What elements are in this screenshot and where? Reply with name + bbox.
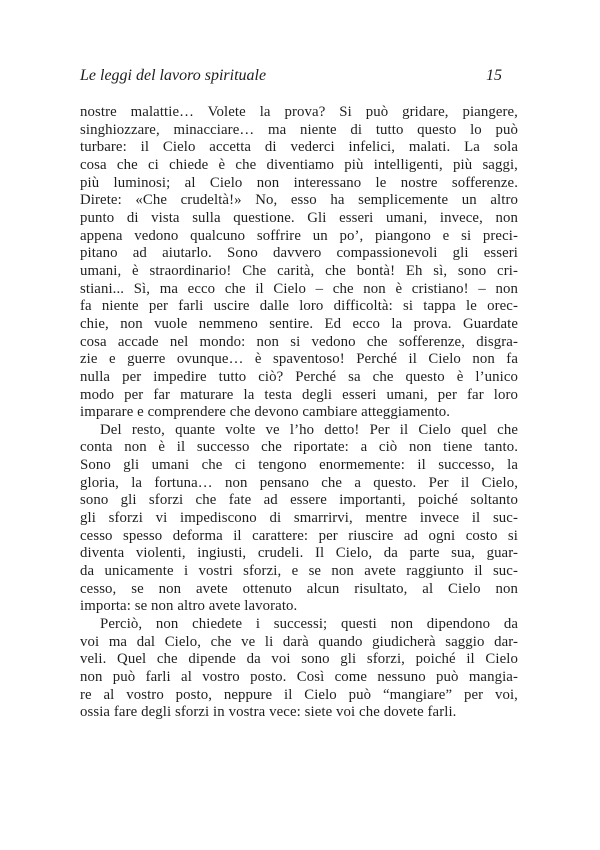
text-line: zie e guerre ovunque… è spaventoso! Perché il Cielo non fa <box>80 351 518 368</box>
text-line: cosa accade nel mondo: non si vedono che sofferenze, disgra- <box>80 333 518 350</box>
text-line: punto di vista sulla questione. Gli esseri umani, invece, non <box>80 209 518 226</box>
text-line: sono gli sforzi che fate ad essere importanti, poiché soltanto <box>80 492 518 509</box>
text-line: imparare e comprendere che devono cambiare atteggiamento. <box>80 404 451 421</box>
paragraph <box>80 616 518 722</box>
text-line: fa niente per farli uscire dalle loro difficoltà: si tappa le orec- <box>80 298 518 315</box>
text-line: nulla per impedire tutto ciò? Perché sa che questo è l’unico <box>80 368 518 385</box>
text-line: cosa che ci chiede è che diventiamo più intelligenti, più saggi, <box>80 156 518 173</box>
chapter-title: Le leggi del lavoro spirituale <box>80 67 267 84</box>
text-line: ossia fare degli sforzi in vostra vece: siete voi che dovete farli. <box>80 704 457 721</box>
text-line: più luminosi; al Cielo non interessano le nostre sofferenze. <box>80 174 518 191</box>
text-line: conta non è il successo che riportate: a ciò non tiene tanto. <box>80 439 518 456</box>
text-line: re al vostro posto, neppure il Cielo può “mangiare” per voi, <box>80 686 518 703</box>
text-line: cesso, se non avete ottenuto alcun risultato, al Cielo non <box>80 580 518 597</box>
paragraph <box>80 422 518 616</box>
text-line: umani, è straordinario! Che carità, che bontà! Eh sì, sono cri- <box>80 262 518 279</box>
text-line: chie, non vuole nemmeno sentire. Ed ecco la prova. Guardate <box>80 315 518 332</box>
text-line: singhiozzare, minacciare… ma niente di tutto questo lo può <box>80 121 518 138</box>
text-line: nostre malattie… Volete la prova? Si può gridare, piangere, <box>80 104 518 120</box>
text-line: diventa violenti, ingiusti, crudeli. Il Cielo, da parte sua, guar- <box>80 545 518 562</box>
text-line: non può farli al vostro posto. Così come nessuno può mangia- <box>80 669 518 685</box>
running-header <box>80 66 518 86</box>
paragraph <box>80 104 518 422</box>
page-body <box>80 104 518 722</box>
text-line: da unicamente i vostri sforzi, e se non avete raggiunto il suc- <box>80 563 518 580</box>
text-line: Perciò, non chiedete i successi; questi non dipendono da <box>100 616 518 633</box>
text-line: Sono gli umani che ci tengono enormemente: il successo, la <box>80 457 518 474</box>
text-line: stiani... Sì, ma ecco che il Cielo – che non è cristiano! – non <box>80 280 518 297</box>
text-line: modo per far maturare la testa degli esseri umani, per far loro <box>80 386 518 403</box>
page-number: 15 <box>486 67 502 84</box>
text-line: importa: se non altro avete lavorato. <box>80 598 298 615</box>
text-line: turbare: il Cielo accetta di vederci infelici, malati. La sola <box>80 139 518 156</box>
text-line: gli sforzi vi impediscono di smarrirvi, mentre invece il suc- <box>80 510 518 527</box>
text-line: gloria, la fortuna… non pensano che a questo. Per il Cielo, <box>80 474 518 491</box>
text-line: pitano ad aiutarlo. Sono davvero compassionevoli gli esseri <box>80 245 518 262</box>
text-line: voi ma dal Cielo, che ve li darà quando giudicherà saggio dar- <box>80 633 518 650</box>
text-line: Direte: «Che crudeltà!» No, esso ha semplicemente un altro <box>80 192 518 209</box>
text-line: appena vedono qualcuno soffrire un po’, piangono e si preci- <box>80 227 518 244</box>
text-line: Del resto, quante volte ve l’ho detto! Per il Cielo quel che <box>100 421 518 438</box>
text-line: cesso spesso deforma il carattere: per riuscire ad ogni costo si <box>80 527 518 544</box>
text-line: veli. Quel che dipende da voi sono gli sforzi, poiché il Cielo <box>80 651 518 668</box>
